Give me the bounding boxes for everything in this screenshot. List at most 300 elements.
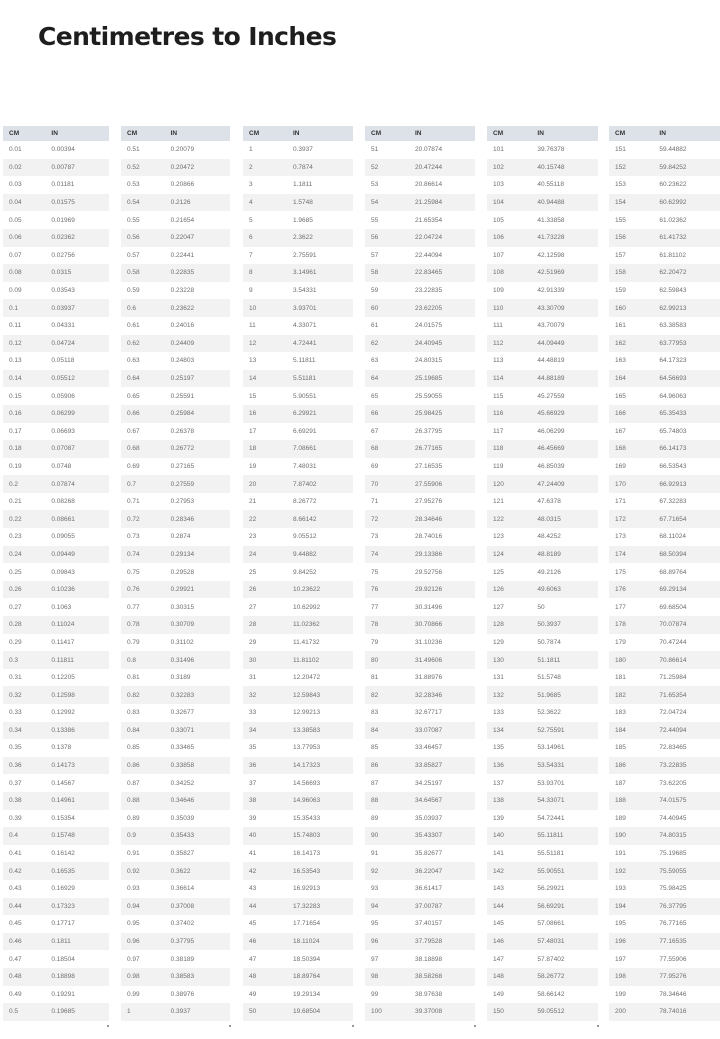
cm-cell: 20 bbox=[243, 475, 287, 493]
table-row bbox=[365, 370, 475, 388]
cm-cell: 193 bbox=[615, 885, 626, 893]
cm-cell: 0.17 bbox=[9, 427, 22, 435]
table-row bbox=[487, 950, 598, 968]
in-cell: 53.93701 bbox=[537, 779, 565, 787]
conversion-table-5 bbox=[487, 126, 598, 1021]
table-row bbox=[3, 458, 109, 476]
table-row bbox=[3, 423, 109, 441]
cm-cell: 172 bbox=[609, 510, 653, 528]
table-row bbox=[365, 651, 475, 669]
in-cell: 62.20472 bbox=[653, 264, 720, 282]
cm-cell: 89 bbox=[371, 814, 379, 822]
cm-cell: 0.62 bbox=[121, 335, 165, 353]
in-cell: 0.09843 bbox=[51, 568, 75, 576]
table-row bbox=[243, 229, 353, 247]
cm-cell: 53 bbox=[371, 181, 379, 189]
cm-cell: 124 bbox=[487, 546, 531, 564]
cm-cell: 0.22 bbox=[3, 510, 45, 528]
in-cell: 52.75591 bbox=[531, 722, 598, 740]
table-row bbox=[243, 282, 353, 300]
cm-cell: 95 bbox=[371, 920, 379, 928]
table-row bbox=[609, 546, 720, 564]
cm-cell: 0.37 bbox=[9, 779, 22, 787]
in-cell: 4.72441 bbox=[287, 335, 353, 353]
table-row bbox=[609, 247, 720, 265]
cm-cell: 13 bbox=[249, 357, 257, 365]
table-row bbox=[365, 510, 475, 528]
cm-cell: 196 bbox=[609, 933, 653, 951]
in-cell: 0.01575 bbox=[45, 194, 109, 212]
table-row bbox=[3, 352, 109, 370]
table-row bbox=[121, 423, 230, 441]
table-row bbox=[365, 950, 475, 968]
in-cell: 0.29528 bbox=[170, 568, 195, 576]
table-row bbox=[487, 440, 598, 458]
table-row bbox=[365, 915, 475, 933]
in-cell: 35.82677 bbox=[415, 850, 443, 858]
in-cell: 0.05512 bbox=[45, 370, 109, 388]
in-cell: 0.12205 bbox=[51, 674, 75, 682]
table-row bbox=[121, 282, 230, 300]
table-row bbox=[609, 528, 720, 546]
table-row bbox=[609, 1003, 720, 1021]
table-row bbox=[487, 739, 598, 757]
in-cell: 10.62992 bbox=[293, 603, 321, 611]
table-row bbox=[609, 159, 720, 177]
table-row bbox=[243, 546, 353, 564]
table-row bbox=[121, 370, 230, 388]
in-cell: 77.16535 bbox=[653, 933, 720, 951]
table-row bbox=[243, 387, 353, 405]
table-row bbox=[243, 510, 353, 528]
table-row bbox=[609, 634, 720, 652]
in-cell: 46.06299 bbox=[537, 427, 565, 435]
in-cell: 1.5748 bbox=[287, 194, 353, 212]
in-cell: 55.51181 bbox=[537, 850, 565, 858]
cm-cell: 0.78 bbox=[121, 616, 165, 634]
in-cell: 43.30709 bbox=[531, 299, 598, 317]
in-cell: 63.38583 bbox=[659, 322, 687, 330]
cm-cell: 0.91 bbox=[127, 850, 140, 858]
cm-cell: 0.63 bbox=[127, 357, 140, 365]
in-cell: 0.04331 bbox=[51, 322, 75, 330]
in-cell: 43.70079 bbox=[537, 322, 565, 330]
table-row bbox=[609, 968, 720, 986]
cm-cell: 100 bbox=[365, 1003, 409, 1021]
in-cell: 24.01575 bbox=[415, 322, 443, 330]
table-row bbox=[487, 986, 598, 1004]
table-row bbox=[609, 651, 720, 669]
in-cell: 58.66142 bbox=[537, 990, 565, 998]
table-row bbox=[609, 352, 720, 370]
table-row bbox=[243, 247, 353, 265]
in-cell: 0.34646 bbox=[165, 792, 230, 810]
table-row bbox=[243, 792, 353, 810]
cm-cell: 66 bbox=[365, 405, 409, 423]
table-row bbox=[121, 634, 230, 652]
in-cell: 27.95276 bbox=[415, 498, 443, 506]
in-cell: 0.37795 bbox=[165, 933, 230, 951]
in-cell: 77.95276 bbox=[653, 968, 720, 986]
in-cell: 32.28346 bbox=[409, 686, 475, 704]
in-cell: 51.9685 bbox=[531, 686, 598, 704]
in-cell: 66.14173 bbox=[653, 440, 720, 458]
in-cell: 0.27165 bbox=[170, 462, 195, 470]
table-row bbox=[3, 264, 109, 282]
cm-cell: 143 bbox=[493, 885, 504, 893]
in-cell: 74.80315 bbox=[653, 827, 720, 845]
in-cell: 42.51969 bbox=[531, 264, 598, 282]
cm-cell: 56 bbox=[365, 229, 409, 247]
in-cell: 25.98425 bbox=[409, 405, 475, 423]
cm-cell: 45 bbox=[249, 920, 257, 928]
table-row bbox=[609, 581, 720, 599]
in-cell: 0.1811 bbox=[45, 933, 109, 951]
table-row bbox=[243, 827, 353, 845]
table-row bbox=[365, 933, 475, 951]
cm-cell: 0.72 bbox=[121, 510, 165, 528]
in-cell: 0.33071 bbox=[165, 722, 230, 740]
cm-cell: 44 bbox=[243, 898, 287, 916]
cm-cell: 0.5 bbox=[3, 1003, 45, 1021]
cm-cell: 0.48 bbox=[3, 968, 45, 986]
in-cell: 0.16142 bbox=[51, 850, 75, 858]
table-row bbox=[487, 933, 598, 951]
in-cell: 32.67717 bbox=[415, 709, 443, 717]
cm-cell: 35 bbox=[249, 744, 257, 752]
in-cell: 33.07087 bbox=[409, 722, 475, 740]
cm-cell: 14 bbox=[243, 370, 287, 388]
table-header-row bbox=[487, 126, 598, 141]
table-row bbox=[243, 299, 353, 317]
in-cell: 7.08661 bbox=[287, 440, 353, 458]
in-cell: 40.15748 bbox=[531, 159, 598, 177]
table-row bbox=[121, 669, 230, 687]
cm-cell: 106 bbox=[487, 229, 531, 247]
cm-cell: 61 bbox=[371, 322, 379, 330]
table-row bbox=[243, 440, 353, 458]
resize-handle-icon[interactable] bbox=[597, 1025, 599, 1027]
in-cell: 73.62205 bbox=[659, 779, 687, 787]
table-row bbox=[487, 387, 598, 405]
table-row bbox=[243, 405, 353, 423]
table-row bbox=[3, 968, 109, 986]
in-cell: 55.90551 bbox=[531, 862, 598, 880]
table-row bbox=[609, 898, 720, 916]
cm-cell: 107 bbox=[493, 251, 504, 259]
cm-cell: 102 bbox=[487, 159, 531, 177]
table-row bbox=[609, 774, 720, 792]
in-cell: 47.24409 bbox=[531, 475, 598, 493]
table-row bbox=[487, 176, 598, 194]
in-cell: 33.46457 bbox=[415, 744, 443, 752]
resize-handle-icon[interactable] bbox=[352, 1025, 354, 1027]
resize-handle-icon[interactable] bbox=[474, 1025, 476, 1027]
cm-cell: 167 bbox=[615, 427, 626, 435]
cm-cell: 94 bbox=[365, 898, 409, 916]
in-cell: 0.19685 bbox=[45, 1003, 109, 1021]
cm-cell: 0.51 bbox=[127, 146, 140, 154]
cm-cell: 15 bbox=[249, 392, 257, 400]
cm-cell: 0.24 bbox=[3, 546, 45, 564]
cm-cell: 0.65 bbox=[127, 392, 140, 400]
table-row bbox=[121, 792, 230, 810]
in-cell: 9.44882 bbox=[287, 546, 353, 564]
table-header-row bbox=[365, 126, 475, 141]
table-row bbox=[243, 1003, 353, 1021]
cm-cell: 149 bbox=[493, 990, 504, 998]
cm-cell: 142 bbox=[487, 862, 531, 880]
cm-cell: 0.07 bbox=[9, 251, 22, 259]
table-row bbox=[243, 211, 353, 229]
in-cell: 0.07087 bbox=[45, 440, 109, 458]
cm-cell: 0.61 bbox=[127, 322, 140, 330]
in-cell: 70.86614 bbox=[653, 651, 720, 669]
table-row bbox=[121, 440, 230, 458]
table-row bbox=[121, 247, 230, 265]
in-cell: 53.54331 bbox=[531, 757, 598, 775]
in-cell: 0.02362 bbox=[45, 229, 109, 247]
column-header-cm: CM bbox=[609, 126, 653, 141]
in-cell: 23.22835 bbox=[415, 287, 443, 295]
table-row bbox=[121, 915, 230, 933]
table-row bbox=[3, 598, 109, 616]
cm-cell: 0.27 bbox=[9, 603, 22, 611]
conversion-table-4 bbox=[365, 126, 475, 1021]
cm-cell: 0.05 bbox=[9, 216, 22, 224]
in-cell: 2.3622 bbox=[287, 229, 353, 247]
cm-cell: 0.15 bbox=[9, 392, 22, 400]
table-row bbox=[609, 616, 720, 634]
in-cell: 40.55118 bbox=[537, 181, 565, 189]
table-row bbox=[365, 616, 475, 634]
cm-cell: 0.21 bbox=[9, 498, 22, 506]
table-row bbox=[243, 634, 353, 652]
cm-cell: 0.09 bbox=[9, 287, 22, 295]
in-cell: 55.11811 bbox=[531, 827, 598, 845]
table-row bbox=[365, 546, 475, 564]
in-cell: 24.80315 bbox=[415, 357, 443, 365]
table-row bbox=[365, 581, 475, 599]
cm-cell: 73 bbox=[371, 533, 379, 541]
in-cell: 59.44882 bbox=[659, 146, 687, 154]
cm-cell: 78 bbox=[365, 616, 409, 634]
table-row bbox=[3, 739, 109, 757]
in-cell: 0.38583 bbox=[165, 968, 230, 986]
cm-cell: 0.84 bbox=[121, 722, 165, 740]
cm-cell: 126 bbox=[487, 581, 531, 599]
table-row bbox=[3, 194, 109, 212]
cm-cell: 72 bbox=[365, 510, 409, 528]
table-row bbox=[609, 282, 720, 300]
table-row bbox=[121, 335, 230, 353]
table-row bbox=[243, 352, 353, 370]
table-row bbox=[487, 211, 598, 229]
table-row bbox=[365, 528, 475, 546]
cm-cell: 115 bbox=[493, 392, 504, 400]
table-row bbox=[365, 880, 475, 898]
cm-cell: 180 bbox=[609, 651, 653, 669]
table-row bbox=[121, 493, 230, 511]
table-row bbox=[243, 915, 353, 933]
cm-cell: 60 bbox=[365, 299, 409, 317]
resize-handle-icon[interactable] bbox=[107, 1025, 109, 1027]
in-cell: 38.97638 bbox=[415, 990, 443, 998]
cm-cell: 161 bbox=[615, 322, 626, 330]
cm-cell: 134 bbox=[487, 722, 531, 740]
cm-cell: 0.71 bbox=[127, 498, 140, 506]
column-header-in: IN bbox=[165, 126, 230, 141]
cm-cell: 0.01 bbox=[9, 146, 22, 154]
cm-cell: 0.88 bbox=[121, 792, 165, 810]
in-cell: 65.74803 bbox=[659, 427, 687, 435]
in-cell: 0.32677 bbox=[170, 709, 195, 717]
in-cell: 24.40945 bbox=[409, 335, 475, 353]
cm-cell: 0.57 bbox=[127, 251, 140, 259]
cm-cell: 147 bbox=[493, 955, 504, 963]
table-row bbox=[365, 986, 475, 1004]
cm-cell: 116 bbox=[487, 405, 531, 423]
in-cell: 29.52756 bbox=[415, 568, 443, 576]
table-row bbox=[487, 335, 598, 353]
in-cell: 18.89764 bbox=[287, 968, 353, 986]
in-cell: 0.12598 bbox=[45, 686, 109, 704]
table-row bbox=[121, 686, 230, 704]
cm-cell: 190 bbox=[609, 827, 653, 845]
cm-cell: 151 bbox=[615, 146, 626, 154]
table-row bbox=[3, 335, 109, 353]
table-row bbox=[243, 493, 353, 511]
cm-cell: 129 bbox=[493, 638, 504, 646]
table-row bbox=[609, 950, 720, 968]
in-cell: 44.88189 bbox=[531, 370, 598, 388]
in-cell: 54.72441 bbox=[537, 814, 565, 822]
table-row bbox=[121, 546, 230, 564]
in-cell: 16.53543 bbox=[287, 862, 353, 880]
in-cell: 0.26378 bbox=[170, 427, 195, 435]
table-row bbox=[487, 423, 598, 441]
cm-cell: 0.46 bbox=[3, 933, 45, 951]
in-cell: 72.44094 bbox=[653, 722, 720, 740]
in-cell: 38.58268 bbox=[409, 968, 475, 986]
in-cell: 29.13386 bbox=[409, 546, 475, 564]
table-row bbox=[365, 141, 475, 159]
cm-cell: 0.79 bbox=[127, 638, 140, 646]
cm-cell: 91 bbox=[371, 850, 379, 858]
cm-cell: 27 bbox=[249, 603, 257, 611]
cm-cell: 46 bbox=[243, 933, 287, 951]
table-row bbox=[3, 440, 109, 458]
table-row bbox=[487, 634, 598, 652]
resize-handle-icon[interactable] bbox=[229, 1025, 231, 1027]
table-row bbox=[243, 528, 353, 546]
table-row bbox=[487, 299, 598, 317]
cm-cell: 0.69 bbox=[127, 462, 140, 470]
in-cell: 12.20472 bbox=[293, 674, 321, 682]
table-row bbox=[3, 616, 109, 634]
cm-cell: 84 bbox=[365, 722, 409, 740]
cm-cell: 191 bbox=[615, 850, 626, 858]
table-row bbox=[3, 581, 109, 599]
cm-cell: 0.34 bbox=[3, 722, 45, 740]
in-cell: 22.83465 bbox=[409, 264, 475, 282]
table-row bbox=[121, 510, 230, 528]
in-cell: 0.27559 bbox=[165, 475, 230, 493]
in-cell: 17.71654 bbox=[293, 920, 321, 928]
in-cell: 0.3937 bbox=[293, 146, 313, 154]
column-header-cm: CM bbox=[3, 126, 45, 141]
table-row bbox=[365, 898, 475, 916]
cm-cell: 182 bbox=[609, 686, 653, 704]
cm-cell: 0.64 bbox=[121, 370, 165, 388]
table-row bbox=[243, 810, 353, 828]
table-row bbox=[487, 669, 598, 687]
in-cell: 36.22047 bbox=[409, 862, 475, 880]
cm-cell: 54 bbox=[365, 194, 409, 212]
cm-cell: 0.55 bbox=[127, 216, 140, 224]
in-cell: 42.12598 bbox=[537, 251, 565, 259]
table-row bbox=[243, 335, 353, 353]
in-cell: 51.5748 bbox=[537, 674, 561, 682]
in-cell: 20.47244 bbox=[409, 159, 475, 177]
in-cell: 33.85827 bbox=[409, 757, 475, 775]
cm-cell: 0.93 bbox=[127, 885, 140, 893]
cm-cell: 40 bbox=[243, 827, 287, 845]
table-row bbox=[365, 317, 475, 335]
cm-cell: 85 bbox=[371, 744, 379, 752]
in-cell: 19.68504 bbox=[287, 1003, 353, 1021]
table-row bbox=[365, 968, 475, 986]
in-cell: 15.74803 bbox=[287, 827, 353, 845]
in-cell: 0.31102 bbox=[170, 638, 194, 646]
in-cell: 0.29134 bbox=[165, 546, 230, 564]
cm-cell: 0.03 bbox=[9, 181, 22, 189]
page-title: Centimetres to Inches bbox=[38, 22, 337, 51]
cm-cell: 160 bbox=[609, 299, 653, 317]
in-cell: 0.31496 bbox=[165, 651, 230, 669]
in-cell: 71.65354 bbox=[653, 686, 720, 704]
table-row bbox=[365, 176, 475, 194]
in-cell: 36.61417 bbox=[415, 885, 443, 893]
in-cell: 0.05906 bbox=[51, 392, 75, 400]
cm-cell: 30 bbox=[243, 651, 287, 669]
in-cell: 0.09449 bbox=[45, 546, 109, 564]
in-cell: 77.55906 bbox=[659, 955, 687, 963]
in-cell: 0.28346 bbox=[165, 510, 230, 528]
table-row bbox=[243, 264, 353, 282]
cm-cell: 0.18 bbox=[3, 440, 45, 458]
table-row bbox=[487, 880, 598, 898]
cm-cell: 5 bbox=[249, 216, 253, 224]
in-cell: 26.77165 bbox=[409, 440, 475, 458]
table-row bbox=[3, 475, 109, 493]
cm-cell: 62 bbox=[365, 335, 409, 353]
in-cell: 0.18504 bbox=[51, 955, 75, 963]
table-row bbox=[487, 1003, 598, 1021]
cm-cell: 121 bbox=[493, 498, 504, 506]
table-row bbox=[609, 264, 720, 282]
cm-cell: 49 bbox=[249, 990, 257, 998]
cm-cell: 83 bbox=[371, 709, 379, 717]
table-row bbox=[487, 968, 598, 986]
cm-cell: 0.31 bbox=[9, 674, 22, 682]
in-cell: 0.2126 bbox=[165, 194, 230, 212]
in-cell: 16.14173 bbox=[293, 850, 321, 858]
in-cell: 30.70866 bbox=[409, 616, 475, 634]
cm-cell: 90 bbox=[365, 827, 409, 845]
in-cell: 44.09449 bbox=[531, 335, 598, 353]
in-cell: 39.76378 bbox=[537, 146, 565, 154]
